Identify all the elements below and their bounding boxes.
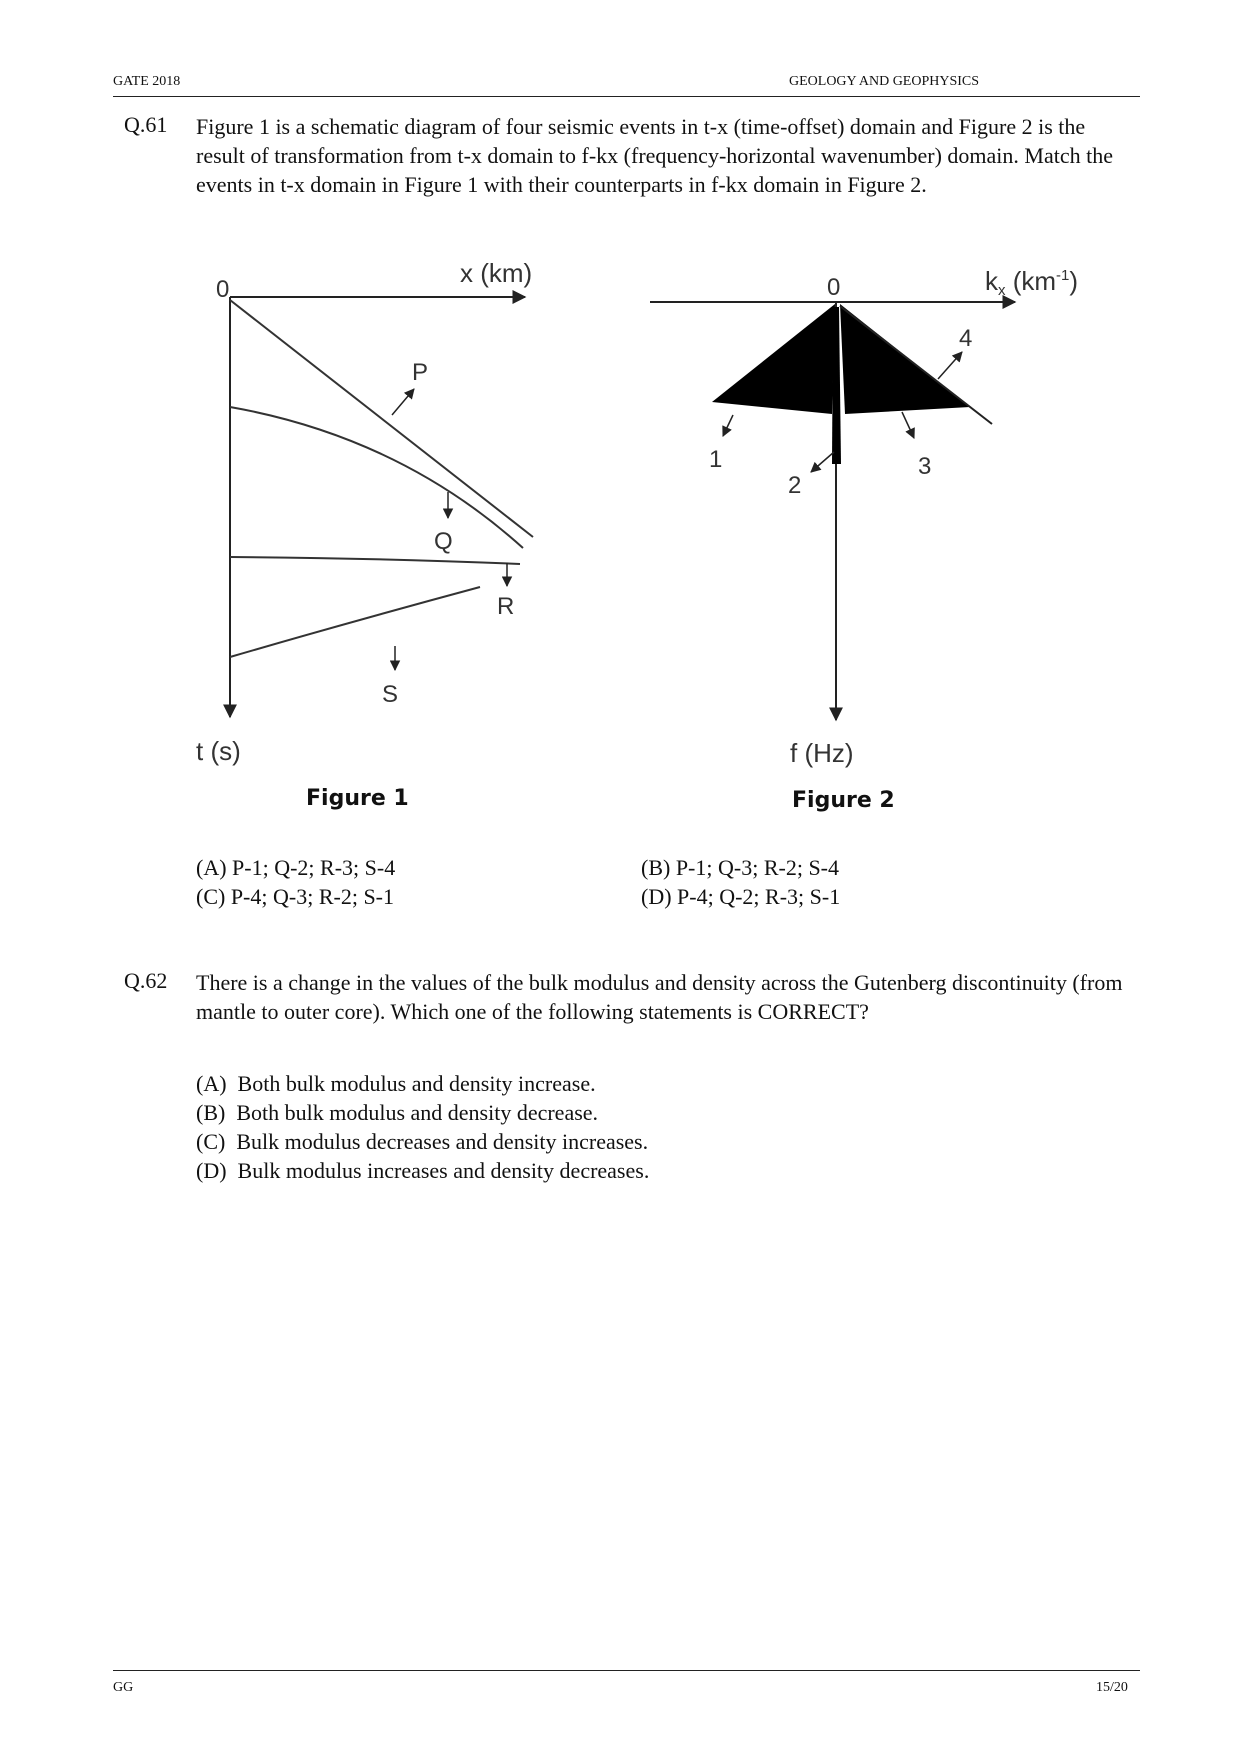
footer-rule — [113, 1670, 1140, 1671]
fig2-kx-symbol: k — [985, 266, 998, 296]
fig2-kx-subscript: x — [998, 282, 1006, 299]
fig2-label-2: 2 — [788, 472, 802, 499]
fig1-x-axis-label: x (km) — [460, 258, 533, 288]
fig1-origin-label: 0 — [216, 276, 230, 303]
fig2-kx-unit-exponent: -1 — [1056, 267, 1070, 284]
fig2-kx-unit-close: ) — [1069, 266, 1079, 296]
fig1-label-p: P — [412, 359, 429, 386]
fig1-event-s — [230, 587, 480, 657]
fig2-label-4: 4 — [959, 325, 973, 352]
fig2-label-3: 3 — [918, 453, 932, 480]
question-62-options — [196, 1069, 649, 1185]
figure-2 — [650, 266, 1078, 813]
fig2-arrow-1 — [723, 415, 733, 436]
question-61-option-b[interactable]: (B) P-1; Q-3; R-2; S-4 — [641, 855, 839, 880]
fig2-origin-label: 0 — [827, 274, 841, 301]
fig1-event-q — [230, 407, 523, 548]
fig1-caption: Figure 1 — [306, 786, 409, 811]
fig1-t-axis-label: t (s) — [196, 736, 241, 766]
fig2-arrow-3 — [902, 412, 914, 438]
question-61-option-c[interactable]: (C) P-4; Q-3; R-2; S-1 — [196, 884, 394, 909]
fig2-arrow-2 — [811, 452, 834, 472]
question-62-number: Q.62 — [124, 968, 168, 993]
question-61-figures — [180, 252, 1130, 827]
question-62-option-a[interactable]: (A) Both bulk modulus and density increase. — [196, 1071, 596, 1096]
fig1-event-r — [230, 557, 520, 564]
fig2-event-2 — [832, 307, 841, 464]
question-62-option-b[interactable]: (B) Both bulk modulus and density decrease. — [196, 1100, 599, 1125]
fig2-f-axis-label: f (Hz) — [790, 738, 854, 768]
fig2-kx-axis-label — [985, 266, 1078, 299]
fig1-event-p — [230, 300, 533, 537]
fig2-arrow-4 — [938, 352, 962, 379]
fig2-caption: Figure 2 — [792, 788, 895, 813]
header-rule — [113, 96, 1140, 97]
question-61-option-a[interactable]: (A) P-1; Q-2; R-3; S-4 — [196, 855, 396, 880]
question-61-number: Q.61 — [124, 112, 168, 137]
fig2-label-1: 1 — [709, 446, 723, 473]
header-exam-name: GATE 2018 — [113, 74, 181, 89]
question-61-text: Figure 1 is a schematic diagram of four seismic events in t-x (time-offset) domain and Figure 2 is the result of transformation from t-x domain to f-kx (frequency-horizontal wavenumber) domain. Match the events in t-x domain in Figure 1 with their counterparts in f-kx domain in Figure 2. — [196, 114, 1113, 197]
fig1-label-q: Q — [434, 528, 453, 555]
question-62-option-c[interactable]: (C) Bulk modulus decreases and density increases. — [196, 1129, 649, 1154]
fig1-arrow-p — [392, 389, 414, 415]
fig1-label-s: S — [382, 681, 399, 708]
figure-1 — [196, 258, 533, 811]
fig1-label-r: R — [497, 593, 515, 620]
fig2-event-1 — [712, 304, 835, 414]
footer-paper-code: GG — [113, 1680, 134, 1695]
question-62-text: There is a change in the values of the bulk modulus and density across the Gutenberg discontinuity (from mantle to outer core). Which one of the following statements is CORRECT? — [196, 970, 1123, 1024]
header-paper-name: GEOLOGY AND GEOPHYSICS — [789, 74, 980, 89]
question-61-option-d[interactable]: (D) P-4; Q-2; R-3; S-1 — [641, 884, 841, 909]
question-62-option-d[interactable]: (D) Bulk modulus increases and density decreases. — [196, 1158, 650, 1183]
footer-page-number: 15/20 — [1096, 1680, 1128, 1695]
fig2-kx-unit: (km — [1005, 266, 1057, 296]
